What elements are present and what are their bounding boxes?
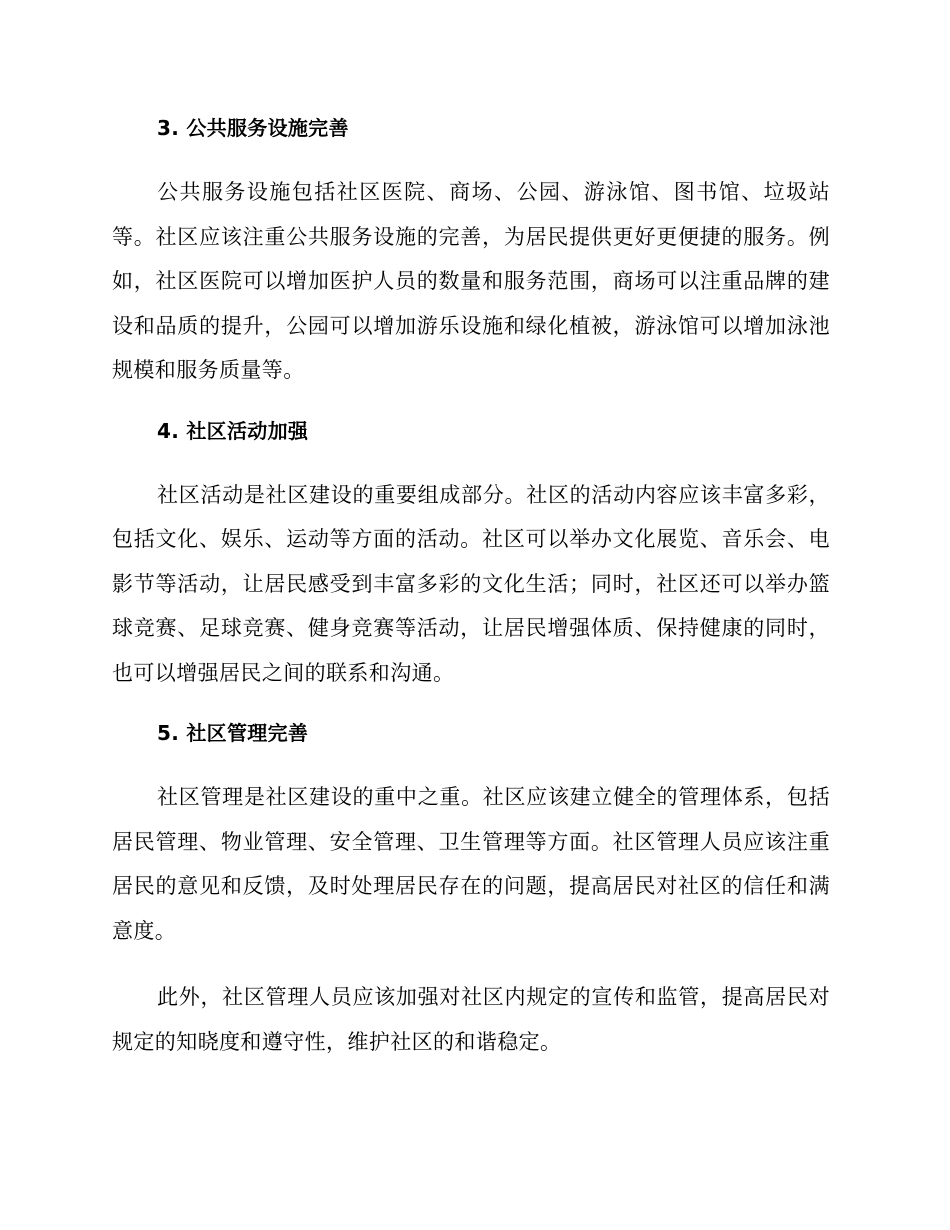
section-4-paragraph: 社区活动是社区建设的重要组成部分。社区的活动内容应该丰富多彩，包括文化、娱乐、运动等方面的活动。社区可以举办文化展览、音乐会、电影节等活动，让居民感受到丰富多彩的文化生活；同时，社区还可以举办篮球竞赛、足球竞赛、健身竞赛等活动，让居民增强体质、保持健康的同时，也可以增强居民之间的联系和沟通。: [112, 482, 830, 685]
section-heading-4: 4. 社区活动加强: [157, 418, 309, 443]
section-5-paragraph-1: 社区管理是社区建设的重中之重。社区应该建立健全的管理体系，包括居民管理、物业管理、安全管理、卫生管理等方面。社区管理人员应该注重居民的意见和反馈，及时处理居民存在的问题，提高居民对社区的信任和满意度。: [112, 785, 830, 943]
section-3-paragraph: 公共服务设施包括社区医院、商场、公园、游泳馆、图书馆、垃圾站等。社区应该注重公共服务设施的完善，为居民提供更好更便捷的服务。例如，社区医院可以增加医护人员的数量和服务范围，商场可以注重品牌的建设和品质的提升，公园可以增加游乐设施和绿化植被，游泳馆可以增加泳池规模和服务质量等。: [112, 180, 830, 382]
section-heading-5: 5. 社区管理完善: [157, 721, 309, 745]
document-body: [112, 112, 830, 1064]
section-5-paragraph-2: 此外，社区管理人员应该加强对社区内规定的宣传和监管，提高居民对规定的知晓度和遵守性，维护社区的和谐稳定。: [112, 985, 830, 1054]
section-heading-3: 3. 公共服务设施完善: [157, 116, 349, 140]
